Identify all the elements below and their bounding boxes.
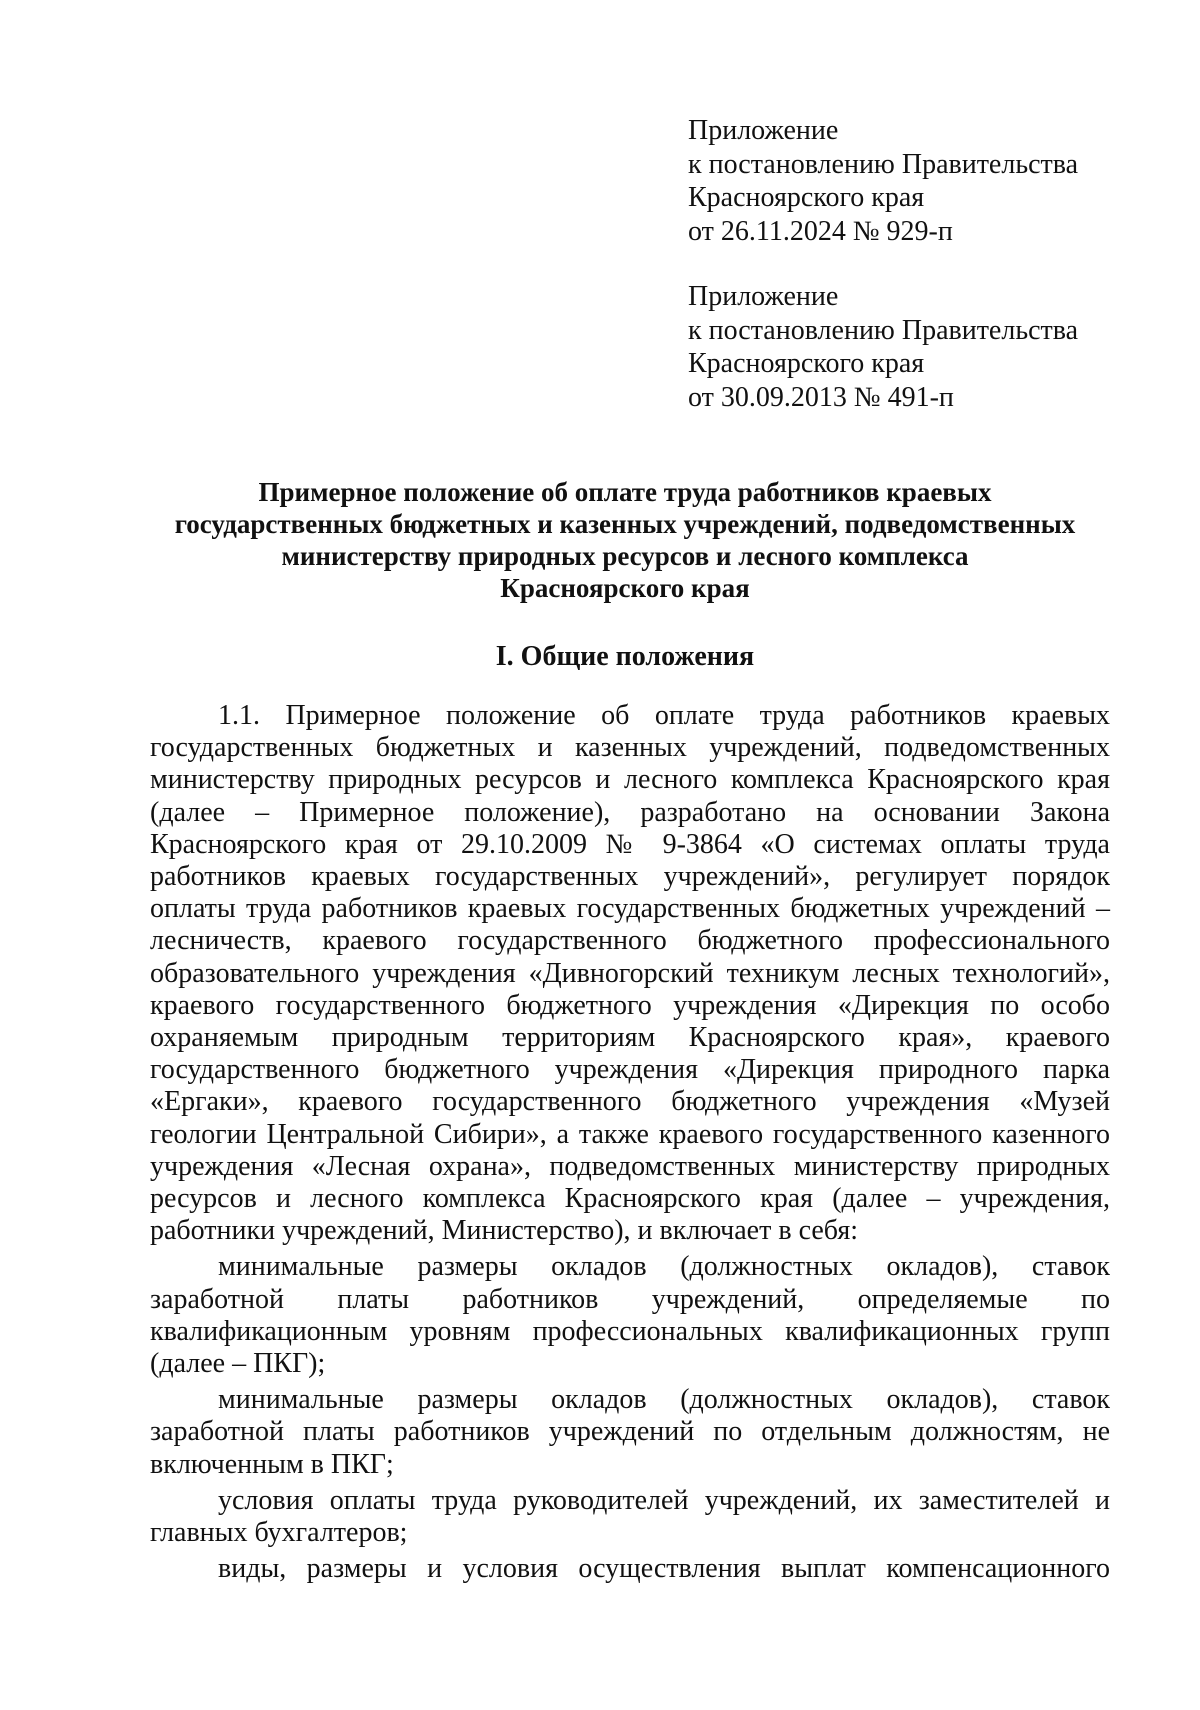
attachment-to: к постановлению Правительства <box>688 148 1079 180</box>
title-line: государственных бюджетных и казенных учреждений, подведомственных <box>174 509 1076 539</box>
attachment-label: Приложение <box>688 115 839 146</box>
attachment-region: Красноярского края <box>688 348 925 379</box>
attachment-region: Красноярского края <box>688 182 925 213</box>
document-body <box>150 700 1110 1589</box>
list-item-paragraph: минимальные размеры окладов (должностных окладов), ставок заработной платы работников учреждений по отдельным должностям, не включенным в ПКГ; <box>150 1384 1110 1480</box>
list-item-paragraph: минимальные размеры окладов (должностных окладов), ставок заработной платы работников учреждений, определяемые по квалификационным уровням профессиональных квалификационных групп (далее – ПКГ); <box>150 1251 1110 1380</box>
attachment-to: к постановлению Правительства <box>688 314 1079 346</box>
title-line: Красноярского края <box>500 573 750 603</box>
attachment-block-2013 <box>688 280 1158 414</box>
title-line: Примерное положение об оплате труда работников краевых <box>258 477 992 507</box>
paragraph-1-1: 1.1. Примерное положение об оплате труда работников краевых государственных бюджетных и казенных учреждений, подведомственных министерству природных ресурсов и лесного комплекса Красноярского края (далее – Примерное положение), разработано на основании Закона Красноярского края от 29.10.2009 № 9-3864 «О системах оплаты труда работников краевых государственных учреждений», регулирует порядок оплаты труда работников краевых государственных бюджетных учреждений – лесничеств, краевого государственного бюджетного профессионального образовательного учреждения «Дивногорский техникум лесных технологий», краевого государственного бюджетного учреждения «Дирекция по особо охраняемым природным территориям Красноярского края», краевого государственного бюджетного учреждения «Дирекция природного парка «Ергаки», краевого государственного бюджетного учреждения «Музей геологии Центральной Сибири», а также краевого государственного казенного учреждения «Лесная охрана», подведомственных министерству природных ресурсов и лесного комплекса Красноярского края (далее – учреждения, работники учреждений, Министерство), и включает в себя: <box>150 700 1110 1247</box>
section-heading: I. Общие положения <box>495 641 755 672</box>
attachment-label: Приложение <box>688 281 839 312</box>
list-item-paragraph: виды, размеры и условия осуществления выплат компенсационного <box>218 1553 1110 1585</box>
attachment-block-2024 <box>688 114 1158 248</box>
attachment-date-number: от 26.11.2024 № 929-п <box>688 215 953 247</box>
title-line: министерству природных ресурсов и лесного комплекса <box>281 541 969 571</box>
attachment-date-number: от 30.09.2013 № 491-п <box>688 381 954 413</box>
document-title <box>140 476 1110 604</box>
list-item-paragraph: условия оплаты труда руководителей учреждений, их заместителей и главных бухгалтеров; <box>150 1484 1110 1549</box>
